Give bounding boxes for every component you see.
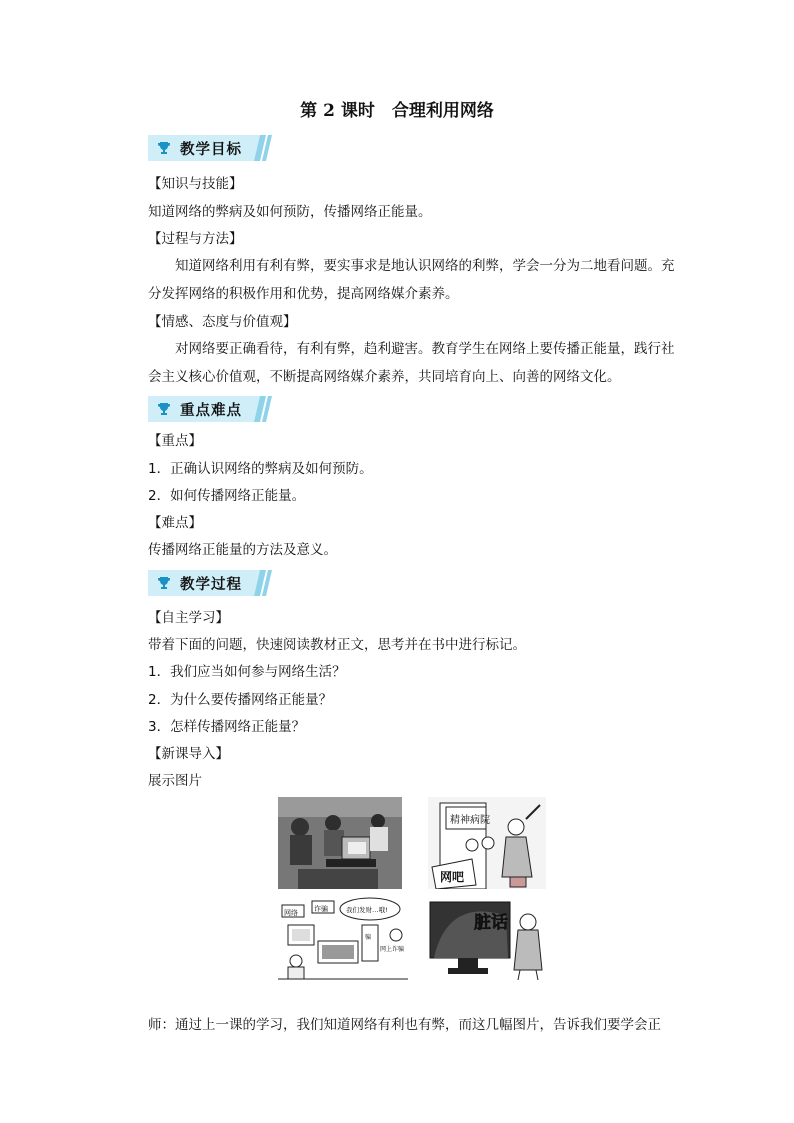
paragraph: 对网络要正确看待，有利有弊，趋利避害。教育学生在网络上要传播正能量，践行社会主义核心价值观，不断提高网络媒介素养，共同培育向上、向善的网络文化。 <box>148 341 675 385</box>
hospital-cartoon <box>428 797 546 889</box>
section-banner-key-points <box>148 396 272 422</box>
scam-tag-network: 网络 <box>284 909 298 917</box>
paragraph: 展示图片 <box>148 773 202 789</box>
list-item: 3．怎样传播网络正能量？ <box>148 719 306 735</box>
list-item: 1．我们应当如何参与网络生活？ <box>148 664 346 680</box>
banner-label: 重点难点 <box>180 403 242 419</box>
paragraph: 带着下面的问题，快速阅读教材正文，思考并在书中进行标记。 <box>148 637 526 653</box>
list-item: 2．为什么要传播网络正能量？ <box>148 692 333 708</box>
paragraph: 知道网络的弊病及如何预防，传播网络正能量。 <box>148 204 432 220</box>
internet-cafe-photo <box>278 797 402 889</box>
banner-label: 教学过程 <box>180 577 242 593</box>
subheading-attitude: 【情感、态度与价值观】 <box>148 314 297 330</box>
trophy-icon <box>156 401 172 417</box>
trophy-icon <box>156 575 172 591</box>
subheading-knowledge: 【知识与技能】 <box>148 176 243 192</box>
section-banner-goals <box>148 135 272 161</box>
section-banner-process <box>148 570 272 596</box>
scam-tag-fraud: 诈骗 <box>314 905 328 913</box>
speech-bubble-text: 我们发财…哦! <box>346 906 388 914</box>
internet-bar-sign-text: 网吧 <box>440 870 465 884</box>
subheading-key: 【重点】 <box>148 433 202 449</box>
paragraph: 传播网络正能量的方法及意义。 <box>148 542 337 558</box>
screen-text: 脏话 <box>474 913 508 933</box>
subheading-self-study: 【自主学习】 <box>148 610 229 626</box>
paragraph: 知道网络利用有利有弊，要实事求是地认识网络的利弊，学会一分为二地看问题。充分发挥网络的积极作用和优势，提高网络媒介素养。 <box>148 258 675 302</box>
trophy-icon <box>156 140 172 156</box>
banner-label: 教学目标 <box>180 142 242 158</box>
scam-tag-online-fraud: 网上诈骗 <box>380 946 405 953</box>
online-abuse-cartoon <box>428 900 546 980</box>
hospital-sign-text: 精神病院 <box>450 815 490 826</box>
subheading-process-method: 【过程与方法】 <box>148 231 243 247</box>
subheading-intro: 【新课导入】 <box>148 746 229 762</box>
list-item: 2．如何传播网络正能量。 <box>148 488 306 504</box>
image-grid <box>278 797 546 980</box>
subheading-difficulty: 【难点】 <box>148 515 202 531</box>
scam-tag-cheat: 骗 <box>365 934 372 941</box>
teacher-paragraph: 师：通过上一课的学习，我们知道网络有利也有弊，而这几幅图片，告诉我们要学会正 <box>148 1017 661 1033</box>
page-title: 第 2 课时 合理利用网络 <box>300 101 494 121</box>
list-item: 1．正确认识网络的弊病及如何预防。 <box>148 461 373 477</box>
internet-scam-cartoon <box>278 895 408 980</box>
